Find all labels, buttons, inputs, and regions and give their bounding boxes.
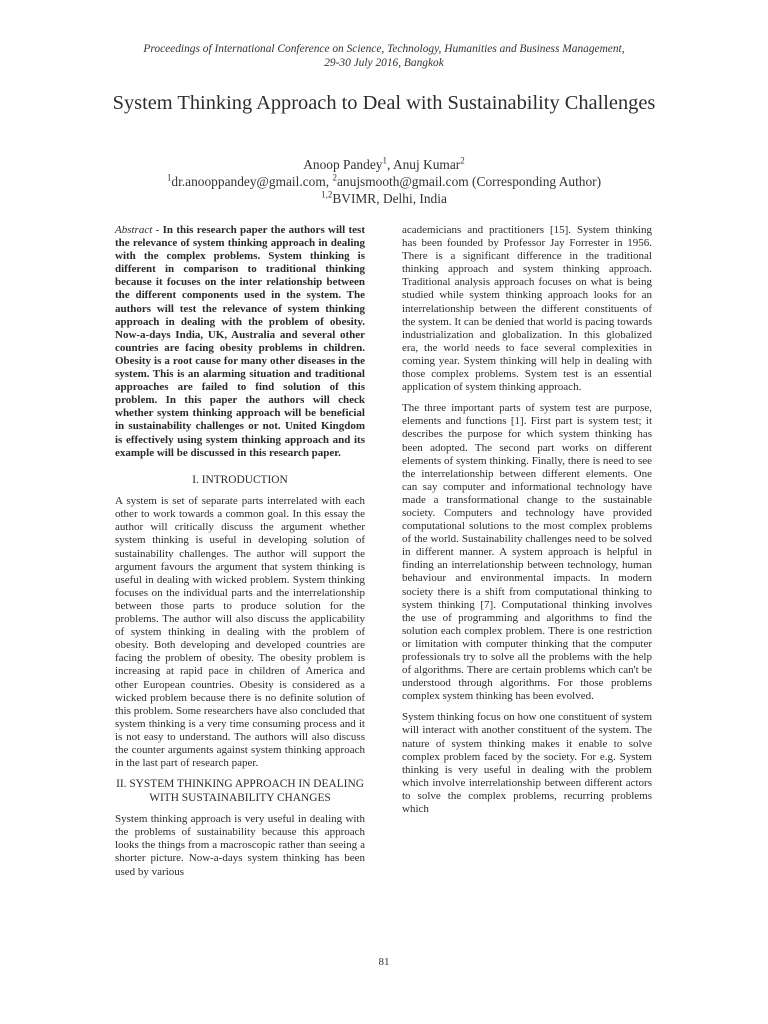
proceedings-line-1: Proceedings of International Conference on Science, Technology, Humanities and Business Management, <box>143 43 625 55</box>
author-1-superscript: 1 <box>382 155 387 166</box>
author-1-name: Anoop Pandey <box>303 157 383 172</box>
author-names <box>60 156 708 173</box>
email-1-superscript: 1 <box>166 172 172 183</box>
section-2-paragraph: System thinking approach is very useful in dealing with the problems of sustainability because this approach looks the things from a macroscopic rather than seeing a shorter picture. Now-a-days system thinking has been used by various <box>115 813 365 878</box>
author-separator: , <box>386 157 393 172</box>
page-number: 81 <box>378 956 390 968</box>
paper-title: System Thinking Approach to Deal with Sustainability Challenges <box>112 92 656 114</box>
affiliation-text: BVIMR, Delhi, India <box>332 191 447 206</box>
author-2-name: Anuj Kumar <box>392 157 461 172</box>
email-1: dr.anooppandey@gmail.com, <box>171 174 333 189</box>
proceedings-line-2: 29-30 July 2016, Bangkok <box>324 57 444 69</box>
author-2-superscript: 2 <box>460 155 465 166</box>
right-paragraph-3: System thinking focus on how one constituent of system will interact with another constituent of the system. The nature of system thinking makes it enable to solve complex problem faced by the society. For e.g. System thinking is very useful in dealing with the problem which involve interrelationship between different actors to solve the complex problems, recurring problems which <box>402 711 652 816</box>
abstract <box>115 224 365 460</box>
section-1-paragraph: A system is set of separate parts interrelated with each other to work towards a common goal. In this essay the author will critically discuss the argument whether system thinking is useful in developing solution of sustainability challenges. The author will support the argument favours the argument that system thinking is useful in dealing with wicked problem. System thinking focuses on the individual parts and the interrelationship between those parts to produce solution for the problems. The author will also discuss the applicability of system thinking in dealing with the problem of obesity. Both developing and developed countries are facing the problem of obesity. The obesity problem is increasing at rapid pace in children of America and other European countries. Obesity is considered as a wicked problem because there is no definite solution of this problem. Some researchers have also concluded that system thinking is a very time consuming process and it is not easy to understand. The authors will also discuss the counter arguments against system thinking approach in the last part of research paper. <box>115 495 365 770</box>
email-2-superscript: 2 <box>332 172 337 183</box>
left-column <box>115 224 365 887</box>
author-affiliation <box>60 190 708 207</box>
email-2: anujsmooth@gmail.com (Corresponding Author) <box>336 174 602 189</box>
affiliation-superscript: 1,2 <box>321 189 333 200</box>
right-column <box>402 224 652 824</box>
abstract-text: In this research paper the authors will test the relevance of system thinking approach in dealing with the complex problems. System thinking is different in comparison to traditional thinking because it focuses on the inter relationship between the different components used in the system. The authors will test the relevance of system thinking approach in dealing with the problem of obesity. Now-a-days India, UK, Australia and several other countries are facing obesity problems in children. Obesity is a root cause for many other diseases in the system. This is an alarming situation and traditional approaches are failed to find solution of this problem. In this paper the authors will check whether system thinking approach will be beneficial in sustainability challenges or not. United Kingdom is effectively using system thinking approach and its example will be discussed in this research paper. <box>115 224 365 459</box>
section-2-heading: II. SYSTEM THINKING APPROACH IN DEALING WITH SUSTAINABILITY CHANGES <box>116 778 364 804</box>
author-block <box>60 156 708 207</box>
author-emails <box>60 173 708 190</box>
abstract-label: Abstract - <box>115 224 163 236</box>
right-paragraph-2: The three important parts of system test are purpose, elements and functions [1]. First part is system test; it describes the purpose for which system thinking has been adopted. The second part works on different elements of system thinking. Finally, there is need to see the interrelationship between different elements. One can say computer and informational technology have made a transformational change to the sustainable society. Computers and technology have provided computational solutions to the most complex problems of the world. Sustainability challenges need to be solved in different manner. A system approach is helpful in finding an interrelationship between technology, human behaviour and environmental impacts. In modern society there is a shift from computational thinking to system thinking [7]. Computational thinking involves the use of programming and algorithms to find the solution each complex problem. There is one restriction or limitation with computer thinking that the computer professionals try to solve all the problems with the help of algorithms. There are certain problems which can't be understood through algorithms. For those problems complex system thinking has been evolved. <box>402 402 652 703</box>
right-paragraph-1: academicians and practitioners [15]. System thinking has been founded by Professor Jay Forrester in 1956. There is a significant difference in the traditional thinking approach and system thinking approach. Traditional analysis approach focuses on what is being studied while system thinking approach looks for an interrelationship between the different constituents of the system. It can be denied that world is pacing towards industrialization and globalization. In this globalized era, the world needs to face several complexities in coming year. System thinking will help in dealing with those complex problems. System test is an essential application of system thinking approach. <box>402 224 652 394</box>
proceedings-header <box>60 42 708 70</box>
section-1-heading: I. INTRODUCTION <box>192 473 288 486</box>
